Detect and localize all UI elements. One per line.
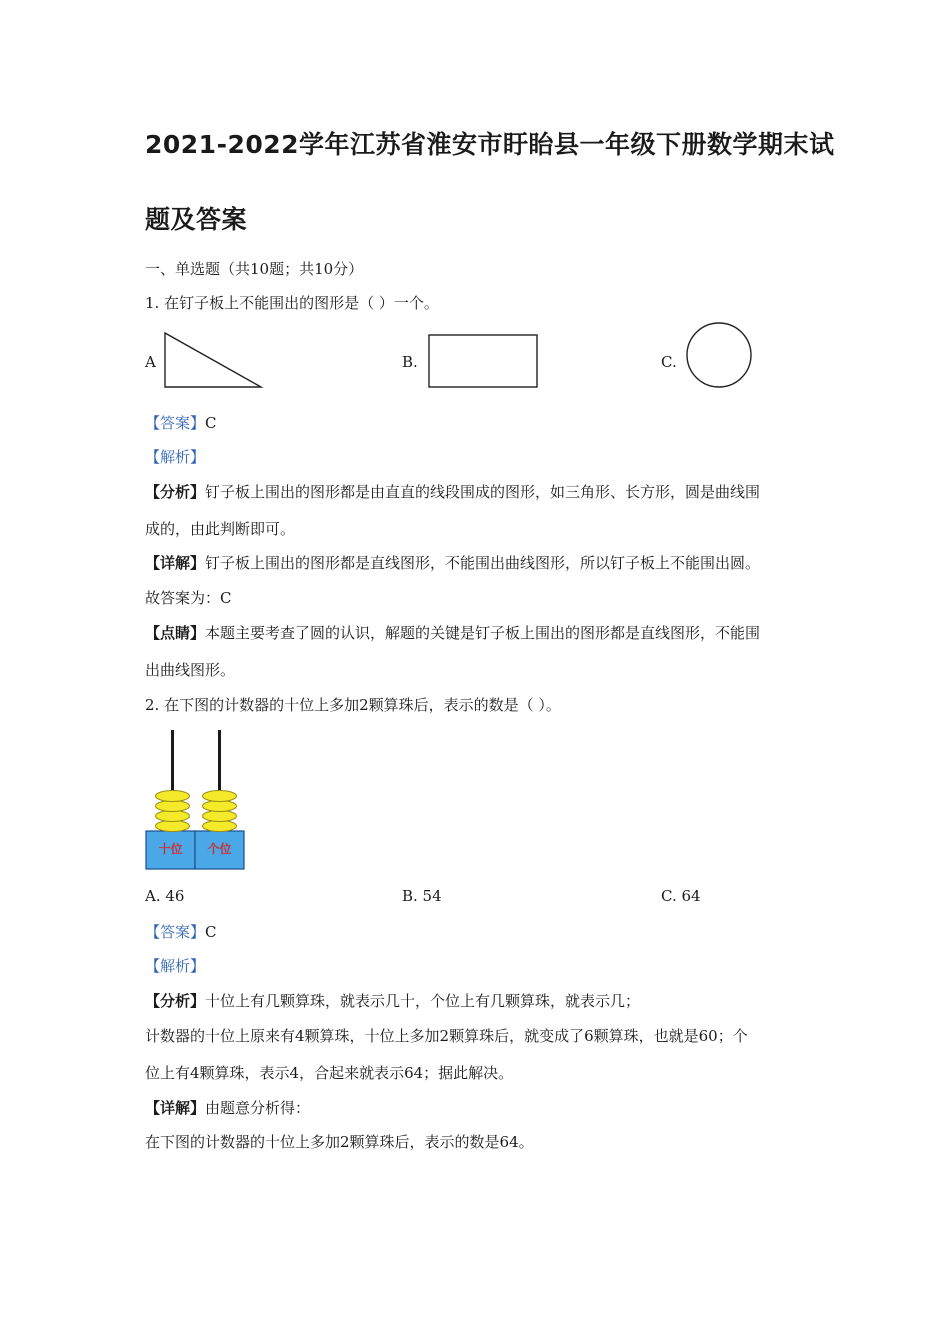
rectangle-figure: [428, 334, 540, 390]
q1-fenxi-line2: 成的，由此判断即可。: [145, 520, 296, 538]
q2-fenxi-line2: 计数器的十位上原来有4颗算珠，十位上多加2颗算珠后，就变成了6颗算珠，也就是60；个: [145, 1027, 748, 1045]
answer-value: C: [205, 923, 217, 941]
fenxi-text: 钉子板上围出的图形都是由直直的线段围成的图形，如三角形、长方形，圆是曲线围: [205, 483, 761, 501]
section-heading: 一、单选题（共10题；共10分）: [145, 260, 364, 278]
ones-beads: [203, 791, 237, 832]
document-title-line2: 题及答案: [145, 205, 248, 234]
q1-stem: 1. 在钉子板上不能围出的图形是（ ）一个。: [145, 294, 439, 312]
xiangjie-tag: 【详解】: [145, 554, 206, 572]
q2-stem: 2. 在下图的计数器的十位上多加2颗算珠后，表示的数是（ ）。: [145, 696, 561, 714]
q2-xiangjie-line2: 在下图的计数器的十位上多加2颗算珠后，表示的数是64。: [145, 1133, 534, 1151]
q1-dianjing-line1: [145, 622, 760, 643]
q2-option-c: C. 64: [661, 887, 701, 905]
answer-value: C: [205, 414, 217, 432]
fenxi-text: 十位上有几颗算珠，就表示几十，个位上有几颗算珠，就表示几；: [205, 992, 641, 1010]
q2-option-a: A. 46: [145, 887, 185, 905]
fenxi-tag: 【分析】: [145, 992, 206, 1010]
q1-xiangjie-line2: 故答案为：C: [145, 589, 232, 607]
fenxi-tag: 【分析】: [145, 483, 206, 501]
triangle-figure: [164, 332, 264, 390]
q2-analysis-tag: 【解析】: [145, 957, 206, 975]
q1-analysis-tag: 【解析】: [145, 448, 206, 466]
q2-fenxi-line3: 位上有4颗算珠，表示4，合起来就表示64；据此解决。: [145, 1064, 514, 1082]
document-title-line1: 2021-2022学年江苏省淮安市盱眙县一年级下册数学期末试: [145, 130, 835, 159]
q2-answer: [145, 921, 217, 942]
abacus-tens-label: 十位: [158, 842, 183, 856]
q1-option-c-label: C.: [661, 353, 677, 371]
q1-option-a-label: A: [145, 353, 156, 371]
q1-dianjing-line2: 出曲线图形。: [145, 661, 236, 679]
q2-option-b: B. 54: [402, 887, 442, 905]
dianjing-text: 本题主要考查了圆的认识，解题的关键是钉子板上围出的图形都是直线图形，不能围: [205, 624, 761, 642]
q2-xiangjie-line1: [145, 1097, 310, 1118]
q1-xiangjie-line1: [145, 552, 760, 573]
tens-beads: [156, 791, 190, 832]
abacus-ones-label: 个位: [207, 842, 232, 856]
answer-tag: 【答案】: [145, 414, 206, 432]
circle-figure: [686, 322, 754, 390]
xiangjie-tag: 【详解】: [145, 1099, 206, 1117]
dianjing-tag: 【点睛】: [145, 624, 206, 642]
xiangjie-text: 钉子板上围出的图形都是直线图形，不能围出曲线图形，所以钉子板上不能围出圆。: [205, 554, 761, 572]
xiangjie-text: 由题意分析得：: [205, 1099, 311, 1117]
abacus-figure: [145, 730, 247, 872]
answer-tag: 【答案】: [145, 923, 206, 941]
q2-fenxi-line1: [145, 990, 640, 1011]
q1-option-b-label: B.: [402, 353, 418, 371]
q1-fenxi-line1: [145, 481, 760, 502]
q1-answer: [145, 412, 217, 433]
